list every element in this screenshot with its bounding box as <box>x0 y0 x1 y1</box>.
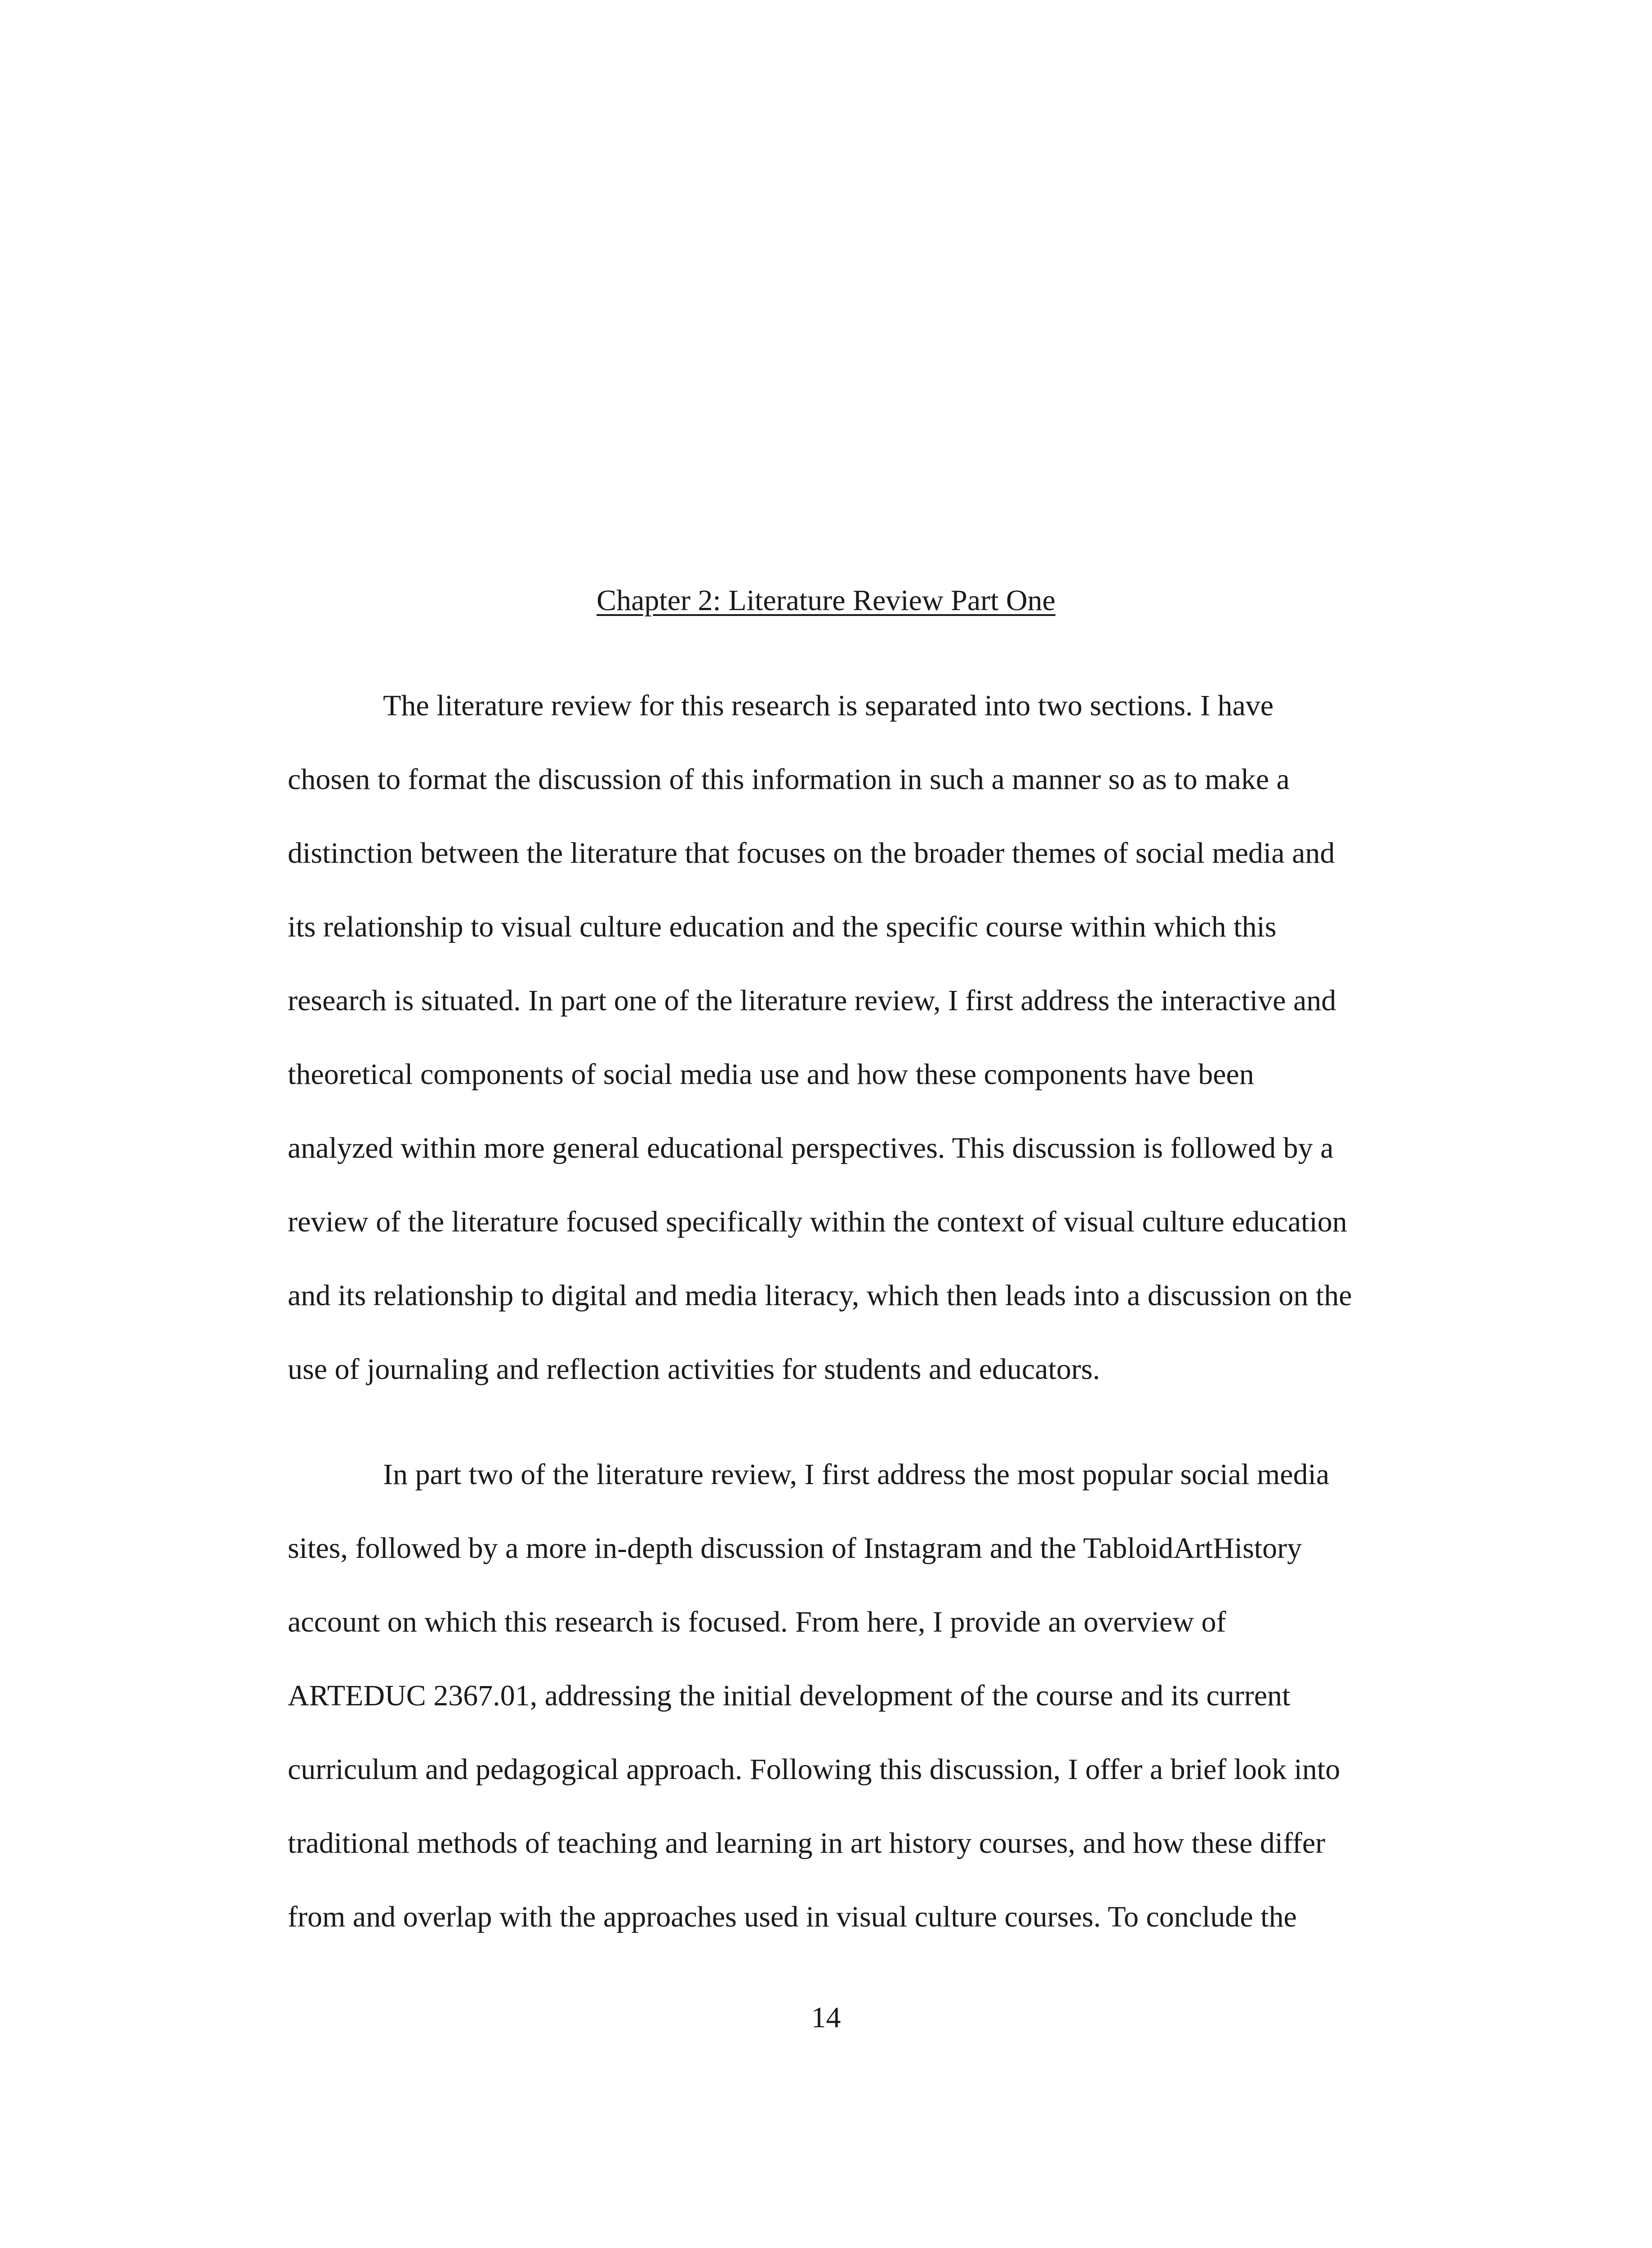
paragraph-1-line-2: chosen to format the discussion of this information in such a manner so as to make a <box>288 763 1290 796</box>
paragraph-1-line-5: research is situated. In part one of the literature review, I first address the interactive and <box>288 984 1336 1017</box>
paragraph-1-line-3: distinction between the literature that focuses on the broader themes of social media and <box>288 837 1335 870</box>
paragraph-1-line-6: theoretical components of social media use and how these components have been <box>288 1058 1254 1091</box>
paragraph-2-line-7: from and overlap with the approaches used in visual culture courses. To conclude the <box>288 1900 1297 1933</box>
paragraph-2-line-6: traditional methods of teaching and learning in art history courses, and how these differ <box>288 1827 1326 1860</box>
paragraph-1-line-9: and its relationship to digital and media literacy, which then leads into a discussion on the <box>288 1279 1352 1312</box>
paragraph-2-line-3: account on which this research is focused. From here, I provide an overview of <box>288 1606 1226 1638</box>
paragraph-1-line-1: The literature review for this research is separated into two sections. I have <box>383 689 1274 722</box>
paragraph-2-line-1: In part two of the literature review, I first address the most popular social media <box>383 1458 1330 1491</box>
paragraph-1-line-10: use of journaling and reflection activities for students and educators. <box>288 1353 1100 1386</box>
paragraph-1-line-8: review of the literature focused specifically within the context of visual culture education <box>288 1205 1347 1238</box>
paragraph-2-line-5: curriculum and pedagogical approach. Following this discussion, I offer a brief look into <box>288 1753 1340 1786</box>
chapter-heading: Chapter 2: Literature Review Part One <box>597 584 1055 617</box>
page-number: 14 <box>811 2001 841 2034</box>
paragraph-1-line-4: its relationship to visual culture education and the specific course within which this <box>288 910 1277 943</box>
paragraph-2-line-2: sites, followed by a more in-depth discussion of Instagram and the TabloidArtHistory <box>288 1532 1302 1565</box>
paragraph-2-line-4: ARTEDUC 2367.01, addressing the initial development of the course and its current <box>288 1679 1291 1712</box>
paragraph-1-line-7: analyzed within more general educational perspectives. This discussion is followed by a <box>288 1132 1334 1164</box>
